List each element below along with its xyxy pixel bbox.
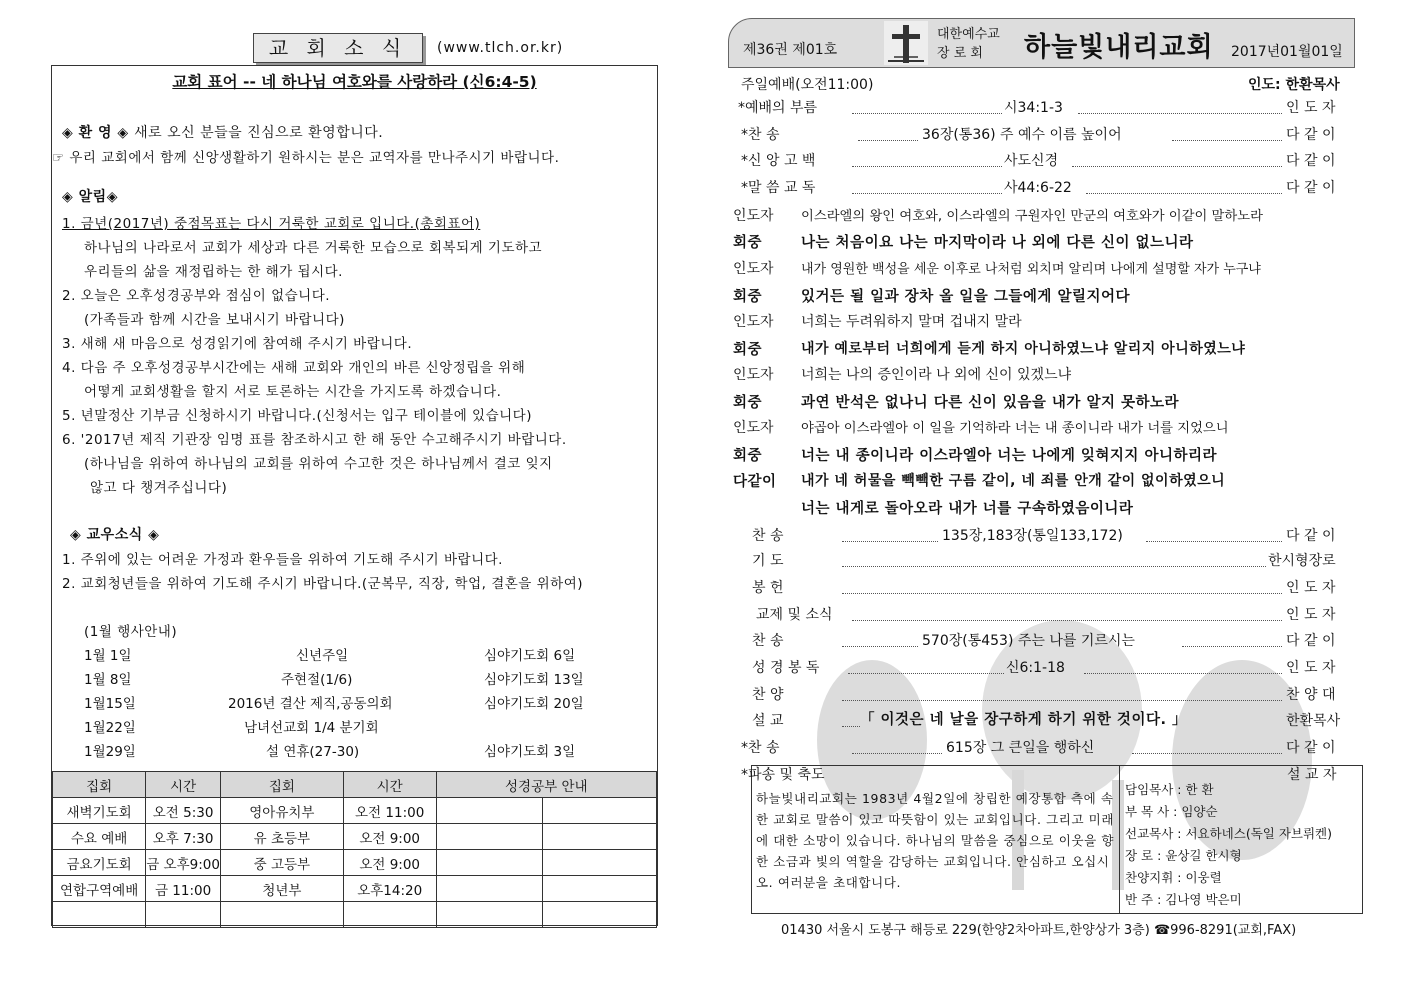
denomination: 대한예수교 장 로 회 [937,27,1000,61]
volume-number: 제36권 제01호 [743,42,838,58]
order-person: 다 같 이 [1286,740,1336,756]
section-title: 교 회 소 식 [253,33,423,63]
order-person: 인 도 자 [1286,580,1336,596]
reading-text: 나는 처음이요 나는 마지막이라 나 외에 다른 신이 없느니라 [801,235,1194,251]
event-note: 심야기도회 3일 [484,744,576,760]
reading-text: 내가 예로부터 너희에게 듣게 하지 아니하였느냐 알리지 아니하였느냐 [801,341,1246,357]
order-item: *예배의 부름 [738,100,818,116]
order-person: 설 교 자 [1287,767,1337,783]
event-note: 심야기도회 13일 [484,672,584,688]
order-item: *말 씀 교 독 [741,180,816,196]
cross-logo-icon [884,21,928,65]
reading-speaker: 인도자 [733,367,774,383]
table-row [53,798,657,824]
order-item: 찬 송 [752,633,784,649]
table-cell [542,850,656,876]
notice-item: (하나님을 위하여 하나님의 교회를 위하여 수고한 것은 하나님께서 결코 잊지 [84,456,553,472]
event-note: 심야기도회 20일 [484,696,584,712]
col-header: 시간 [343,772,436,798]
order-person: 인 도 자 [1286,100,1336,116]
reading-speaker: 회중 [733,289,763,305]
table-row [53,876,657,902]
order-person: 인 도 자 [1286,660,1336,676]
col-header: 시간 [146,772,221,798]
table-cell: 중 고등부 [220,850,343,876]
order-item: *파송 및 축도 [741,767,825,783]
order-detail: 36장(통36) 주 예수 이름 높이어 [922,127,1122,143]
table-cell: 오전 11:00 [343,798,436,824]
event-name: 주현절(1/6) [281,672,353,688]
staff-line: 반 주 : 김나영 박은미 [1125,892,1242,907]
order-item: 설 교 [752,713,784,729]
table-cell [542,902,656,928]
reading-speaker: 회중 [733,235,763,251]
order-detail: 사도신경 [1004,153,1059,169]
table-cell: 오전 5:30 [146,798,221,824]
reading-speaker: 다같이 [733,474,777,490]
bulletin-date: 2017년01월01일 [1231,44,1343,60]
col-header: 집회 [220,772,343,798]
event-date: 1월 8일 [84,672,132,688]
staff-line: 장 로 : 윤상길 한시형 [1125,848,1242,863]
notice-item: 2. 오늘은 오후성경공부와 점심이 없습니다. [62,288,331,304]
order-person: 찬 양 대 [1286,687,1336,703]
order-person: 한시형장로 [1268,553,1336,569]
table-cell [146,902,221,928]
reading-speaker: 인도자 [733,314,774,330]
church-name: 하늘빛내리교회 [1024,32,1214,63]
event-date: 1월15일 [84,696,136,712]
table-cell [542,798,656,824]
event-name: 남녀선교회 1/4 분기회 [244,720,379,736]
order-detail: 615장 그 큰일을 행하신 [946,740,1095,756]
table-cell: 금요기도회 [53,850,146,876]
reading-text: 내가 네 허물을 빽빽한 구름 같이, 네 죄를 안개 같이 없이하였으니 [801,473,1226,489]
table-row [53,902,657,928]
order-person: 다 같 이 [1286,180,1336,196]
reading-speaker: 회중 [733,342,763,358]
order-item: 교제 및 소식 [756,607,833,623]
schedule-table [52,771,657,928]
table-cell: 수요 예배 [53,824,146,850]
service-leader: 인도: 한환목사 [1248,77,1340,93]
order-detail: 신6:1-18 [1006,660,1065,676]
table-header-row [53,772,657,798]
notice-item: 어떻게 교회생활을 할지 서로 토론하는 시간을 가지도록 하겠습니다. [84,384,502,400]
order-item: *찬 송 [741,127,780,143]
reading-text: 내가 영원한 백성을 세운 이후로 나처럼 외치며 알리며 나에게 설명할 자가 누구냐 [801,262,1261,277]
reading-speaker: 회중 [733,448,763,464]
table-cell: 유 초등부 [220,824,343,850]
order-detail: 시34:1-3 [1004,100,1063,116]
reading-speaker: 회중 [733,395,763,411]
table-cell [436,876,542,902]
table-cell [542,876,656,902]
notice-item: 않고 다 챙겨주십니다) [90,480,228,496]
col-header: 성경공부 안내 [436,772,656,798]
staff-news-heading: ◈ 교우소식 ◈ [70,527,160,543]
event-name: 2016년 결산 제직,공동의회 [228,696,393,712]
order-item: 성 경 봉 독 [752,660,820,676]
welcome-line: ☞ 우리 교회에서 함께 신앙생활하기 원하시는 분은 교역자를 만나주시기 바랍니다. [52,150,560,166]
order-detail: 570장(통453) 주는 나를 기르시는 [922,633,1135,649]
order-person: 다 같 이 [1286,127,1336,143]
news-frame [51,65,658,926]
reading-text: 이스라엘의 왕인 여호와, 이스라엘의 구원자인 만군의 여호와가 이같이 말하노라 [801,209,1263,224]
table-row [53,824,657,850]
staff-line: 담임목사 : 한 환 [1125,782,1214,797]
church-motto: 교회 표어 -- 네 하나님 여호와를 사랑하라 (신6:4-5) [172,73,537,91]
staff-line: 부 목 사 : 임양순 [1125,804,1218,819]
notice-heading: ◈ 알림◈ [62,189,118,205]
table-cell: 새벽기도회 [53,798,146,824]
table-cell [436,798,542,824]
table-cell [436,902,542,928]
order-detail: 135장,183장(통일133,172) [942,528,1123,544]
table-cell [436,824,542,850]
notice-item: 3. 새해 새 마음으로 성경읽기에 참여해 주시기 바랍니다. [62,336,413,352]
order-person: 인 도 자 [1286,607,1336,623]
table-cell: 오후14:20 [343,876,436,902]
reading-text: 있거든 될 일과 장차 올 일을 그들에게 알릴지어다 [801,289,1130,305]
table-cell [53,902,146,928]
church-address: 01430 서울시 도봉구 해등로 229(한양2차아파트,한양상가 3층) ☎996-8291(교회,FAX) [781,923,1297,938]
col-header: 집회 [53,772,146,798]
event-date: 1월 1일 [84,648,132,664]
reading-speaker: 인도자 [733,261,774,277]
table-cell: 금 오후9:00 [146,850,221,876]
events-heading: (1월 행사안내) [84,624,178,640]
staff-line: 선교목사 : 서요하네스(독일 자브뤼켄) [1125,826,1333,841]
church-intro: 하늘빛내리교회는 1983년 4월2일에 창립한 예장통합 측에 속한 교회로 말씀이 있고 따뜻함이 있는 교회입니다. 그리고 미래에 대한 소망이 있습니다. 하나님의 말씀을 중심으로 이웃을 향한 소금과 빛의 역할을 감당하는 교회입니다. 안심하고 오십시오. 여러분을 초대합니다. [756,791,1115,890]
event-note: 심야기도회 6일 [484,648,576,664]
notice-item: (가족들과 함께 시간을 보내시기 바랍니다) [84,312,345,328]
order-item: 기 도 [752,553,784,569]
event-name: 설 연휴(27-30) [266,744,360,760]
event-name: 신년주일 [296,648,349,664]
order-person: 다 같 이 [1286,633,1336,649]
order-item: *신 앙 고 백 [741,153,816,169]
reading-text: 너는 내게로 돌아오라 내가 너를 구속하였음이니라 [801,501,1134,517]
table-cell: 영아유치부 [220,798,343,824]
website-url[interactable]: (www.tlch.or.kr) [437,40,564,56]
order-item: *찬 송 [741,740,780,756]
table-row [53,850,657,876]
event-date: 1월29일 [84,744,136,760]
notice-item: 하나님의 나라로서 교회가 세상과 다른 거룩한 모습으로 회복되게 기도하고 [84,240,543,256]
table-cell: 금 11:00 [146,876,221,902]
table-cell: 오전 9:00 [343,824,436,850]
order-person: 다 같 이 [1286,153,1336,169]
sermon-title: 「 이것은 네 날을 장구하게 하기 위한 것이다. 」 [860,712,1188,728]
notice-item: 우리들의 삶을 재정립하는 한 해가 됩시다. [84,264,343,280]
table-cell: 연합구역예배 [53,876,146,902]
reading-speaker: 인도자 [733,208,774,224]
church-info-box [741,765,1363,914]
table-cell: 오전 9:00 [343,850,436,876]
service-title: 주일예배(오전11:00) [741,77,874,93]
staff-news-item: 1. 주위에 있는 어려운 가정과 환우들을 위하여 기도해 주시기 바랍니다. [62,552,503,568]
welcome-heading: ◈ 환 영 ◈ 새로 오신 분들을 진심으로 환영합니다. [62,125,384,141]
table-cell [343,902,436,928]
table-cell [436,850,542,876]
order-person: 다 같 이 [1286,528,1336,544]
bulletin-header [728,18,1355,68]
order-person: 한환목사 [1286,713,1341,729]
notice-item: 6. '2017년 제직 기관장 임명 표를 참조하시고 한 해 동안 수고해주시기 바랍니다. [62,432,567,448]
notice-item: 1. 금년(2017년) 중점목표는 다시 거룩한 교회로 입니다.(총회표어) [62,216,481,232]
notice-item: 4. 다음 주 오후성경공부시간에는 새해 교회와 개인의 바른 신앙정립을 위해 [62,360,526,376]
staff-news-item: 2. 교회청년들을 위하여 기도해 주시기 바랍니다.(군복무, 직장, 학업, 결혼을 위하여) [62,576,584,592]
table-cell [220,902,343,928]
order-item: 봉 헌 [752,580,784,596]
staff-line: 찬양지휘 : 이웅렬 [1125,870,1222,885]
order-item: 찬 송 [752,528,784,544]
reading-text: 야곱아 이스라엘아 이 일을 기억하라 너는 내 종이니라 내가 너를 지었으니 [801,421,1229,436]
reading-speaker: 인도자 [733,420,774,436]
reading-text: 너는 내 종이니라 이스라엘아 너는 나에게 잊혀지지 아니하리라 [801,448,1218,464]
reading-text: 너희는 나의 증인이라 나 외에 신이 있겠느냐 [801,367,1072,383]
reading-text: 너희는 두려워하지 말며 겁내지 말라 [801,314,1022,330]
table-cell [542,824,656,850]
table-cell: 청년부 [220,876,343,902]
event-date: 1월22일 [84,720,136,736]
reading-text: 과연 반석은 없나니 다른 신이 있음을 내가 알지 못하노라 [801,395,1180,411]
order-detail: 사44:6-22 [1004,180,1072,196]
table-cell: 오후 7:30 [146,824,221,850]
order-item: 찬 양 [752,687,784,703]
notice-item: 5. 년말정산 기부금 신청하시기 바랍니다.(신청서는 입구 테이블에 있습니다) [62,408,532,424]
